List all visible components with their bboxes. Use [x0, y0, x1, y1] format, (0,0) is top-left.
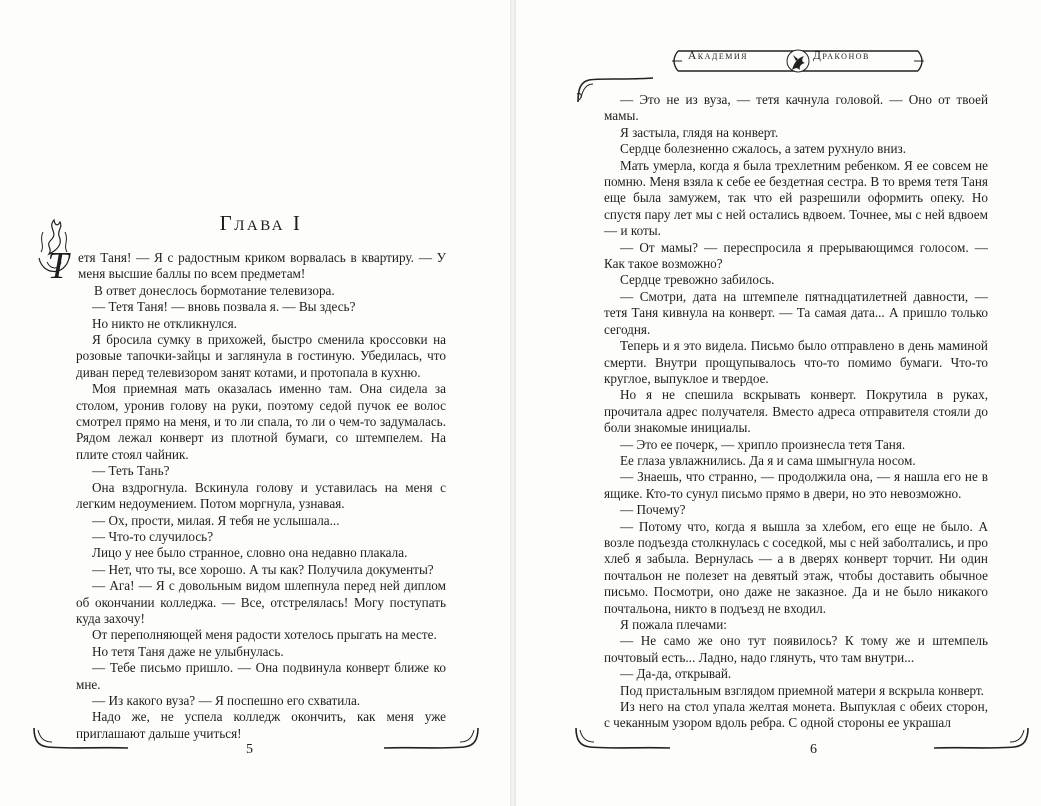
paragraph: — Смотри, дата на штемпеле пятнадцатилетней давности, — тетя Таня кивнула на конверт. — Та самая дата... А пришло только сегодня. — [604, 288, 988, 337]
chapter-title: Глава I — [219, 211, 303, 235]
bottom-left-flourish-icon — [572, 726, 672, 752]
paragraph: — Не само же оно тут появилось? К тому же и штемпель почтовый есть... Ладно, надо глянуть, что там внутри... — [604, 633, 988, 665]
first-paragraph-text: етя Таня! — Я с радостным криком ворвалась в квартиру. — У меня высшие баллы по всем предметам! — [78, 250, 446, 282]
paragraph: — Тетя Таня! — вновь позвала я. — Вы здесь? — [92, 299, 356, 315]
paragraph: Сердце болезненно сжалось, а затем рухнуло вниз. — [620, 141, 907, 157]
paragraph: — Нет, что ты, все хорошо. А ты как? Получила документы? — [92, 561, 434, 577]
page-number-left: 5 — [246, 742, 253, 757]
page-number-right: 6 — [810, 742, 817, 757]
paragraph: Ее глаза увлажнились. Да я и сама шмыгнула носом. — [620, 452, 916, 468]
paragraph: — Из какого вуза? — Я поспешно его схватила. — [92, 692, 361, 708]
paragraph: Но тетя Таня даже не улыбнулась. — [92, 643, 284, 659]
paragraph: Но никто не откликнулся. — [92, 315, 237, 331]
paragraph: — Теть Тань? — [92, 463, 170, 479]
paragraph: — От мамы? — переспросила я прерывающимся голосом. — Как такое возможно? — [604, 239, 988, 272]
paragraph: — Ага! — Я с довольным видом шлепнула перед ней диплом об окончании колледжа. — Все, отстрелялась! Могу поступать куда захочу! — [76, 578, 446, 626]
paragraph: Мать умерла, когда я была трехлетним ребенком. Я ее совсем не помню. Меня взяла к себе ее бездетная сестра. В то время тетя Таня еще была замужем, так что ей разрешили оформить опеку. Но спустя пару лет мы с ней остались вдвоем. Точнее, мы с ней вдвоем — и коты. — [604, 157, 988, 239]
paragraph: Лицо у нее было странное, словно она недавно плакала. — [92, 545, 408, 561]
paragraph: — Это ее почерк, — хрипло произнесла тетя Таня. — [620, 436, 906, 452]
paragraph: — Да-да, открывай. — [620, 666, 732, 682]
paragraph: В ответ донеслось бормотание телевизора. — [94, 282, 335, 298]
paragraph: — Ох, прости, милая. Я тебя не услышала... — [92, 512, 340, 528]
series-title-left: Академия — [688, 50, 748, 62]
paragraph: Но я не спешила вскрывать конверт. Покрутила в руках, прочитала адрес получателя. Вместо адреса отправителя стояли до боли знакомые инициалы. — [604, 387, 988, 436]
bottom-left-flourish-icon — [30, 726, 130, 752]
paragraph: Моя приемная мать оказалась именно там. Она сидела за столом, уронив голову на руки, поэтому седой пучок ее волос смотрел прямо на меня, и то ли спала, то ли о чем-то задумалась. Рядом лежал конверт из плотной бумаги, со штемпелем. На плите стоял чайник. — [76, 381, 446, 462]
paragraph: Она вздрогнула. Вскинула голову и уставилась на меня с легким недоумением. Потом моргнула, узнавая. — [76, 479, 446, 512]
paragraph: Я застыла, глядя на конверт. — [620, 124, 779, 140]
paragraph: Из него на стол упала желтая монета. Выпуклая с обеих сторон, с чеканным узором вдоль ребра. С одной стороны ее украшал — [604, 699, 988, 731]
right-page-body — [604, 92, 988, 732]
bottom-right-flourish-icon — [382, 726, 482, 752]
left-page-body — [47, 245, 446, 742]
bottom-right-flourish-icon — [932, 726, 1032, 752]
paragraph: Сердце тревожно забилось. — [620, 272, 775, 288]
paragraph: — Потому что, когда я вышла за хлебом, его еще не было. А возле подъезда столкнулась с соседкой, мы с ней заболтались, и про хлеб я забыла. Вернулась — а в дверях конверт торчит. Ни один почтальон не полезет на девятый этаж, чтобы доставить обычное письмо. Посмотри, оно даже не заказное. Да и не было никакого почтальона, никто в подъезд не входил. — [604, 518, 988, 616]
drop-cap: Т — [47, 245, 69, 287]
paragraph: — Тебе письмо пришло. — Она подвинула конверт ближе ко мне. — [76, 660, 446, 692]
paragraph: Я пожала плечами: — [620, 617, 727, 632]
paragraph: — Что-то случилось? — [92, 528, 214, 544]
paragraph: Я бросила сумку в прихожей, быстро сменила кроссовки на розовые тапочки-зайцы и заглянула в гостиную. Убедилась, что диван перед телевизором занят котами, и протопала в кухню. — [76, 332, 446, 380]
paragraph: Надо же, не успела колледж окончить, как меня уже приглашают дальше учиться! — [76, 709, 446, 741]
paragraph: — Почему? — [620, 502, 686, 518]
paragraph: — Это не из вуза, — тетя качнула головой. — Оно от твоей мамы. — [604, 92, 988, 124]
dragon-emblem-icon — [788, 52, 808, 74]
first-paragraph — [47, 245, 446, 287]
paragraph: Под пристальным взглядом приемной матери я вскрыла конверт. — [620, 682, 984, 698]
paragraph: От переполняющей меня радости хотелось прыгать на месте. — [92, 627, 437, 643]
paragraph: Теперь и я это видела. Письмо было отправлено в день маминой смерти. Внутри прощупывалось что-то помимо бумаги. Что-то круглое, выпуклое и твердое. — [604, 338, 988, 386]
series-title-right: Драконов — [813, 50, 870, 62]
paragraph: — Знаешь, что странно, — продолжила она, — я нашла его не в ящике. Кто-то сунул письмо прямо в двери, но это невозможно. — [604, 469, 988, 501]
